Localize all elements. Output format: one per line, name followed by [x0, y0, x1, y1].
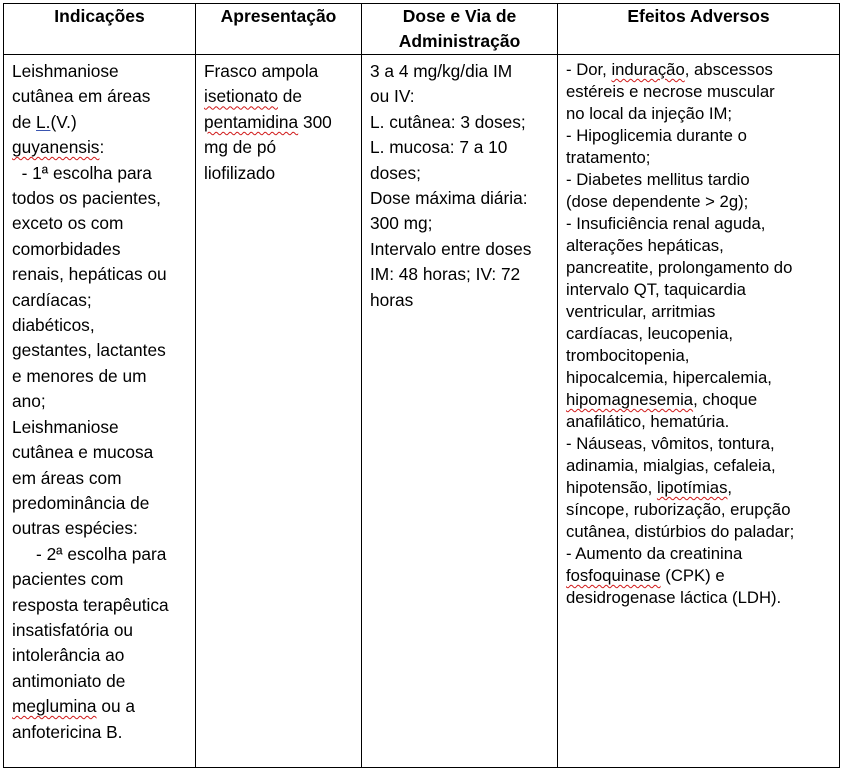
header-dose-line-1: Dose e Via de [402, 6, 517, 26]
adv-line [566, 389, 839, 411]
ind-line: pacientes com [12, 569, 124, 590]
ind-line: comorbidades [12, 238, 121, 259]
adv-line: - Diabetes mellitus tardio [566, 170, 750, 189]
adv-text-flagged: hipomagnesemia [566, 390, 694, 409]
presentation-cell [196, 55, 362, 768]
ind-text-flagged: meglumina [12, 696, 97, 717]
adv-line: desidrogenase láctica (LDH). [566, 588, 782, 607]
adv-line: - Hipoglicemia durante o [566, 126, 747, 145]
ind-text-link: L. [36, 111, 51, 132]
ind-line: renais, hepáticas ou [12, 264, 167, 285]
adv-text: , choque [693, 390, 758, 409]
header-dose [362, 4, 558, 55]
header-presentation-text: Apresentação [220, 6, 337, 26]
adv-line: pancreatite, prolongamento do [566, 258, 793, 277]
ind-line: - 1ª escolha para [12, 162, 152, 183]
dose-line: ou IV: [370, 86, 415, 107]
adv-line: intervalo QT, taquicardia [566, 280, 746, 299]
adv-text: hipotensão, [566, 478, 657, 497]
pres-line: Frasco ampola [204, 61, 319, 81]
ind-line: anfotericina B. [12, 721, 123, 742]
header-adverse-text: Efeitos Adversos [627, 6, 770, 26]
ind-line: cardíacas; [12, 289, 92, 310]
ind-line: outras espécies: [12, 518, 138, 539]
dose-line: L. cutânea: 3 doses; [370, 111, 526, 132]
dose-line: 300 mg; [370, 213, 433, 234]
ind-line: intolerância ao [12, 645, 125, 666]
dose-line: doses; [370, 162, 421, 183]
ind-line: resposta terapêutica [12, 594, 169, 615]
pres-text: 300 [298, 111, 332, 132]
adv-line: hipocalcemia, hipercalemia, [566, 368, 772, 387]
dose-line: Intervalo entre doses [370, 238, 532, 259]
pres-text: de [277, 86, 303, 107]
adv-line: alterações hepáticas, [566, 236, 724, 255]
pres-line [204, 110, 361, 135]
pres-line: mg de pó [204, 137, 277, 158]
adv-line: anafilático, hematúria. [566, 412, 730, 431]
dose-line: L. mucosa: 7 a 10 [370, 137, 508, 158]
pres-text-flagged: pentamidina [204, 111, 299, 132]
adv-line: cutânea, distúrbios do paladar; [566, 522, 795, 541]
pres-line: liofilizado [204, 162, 276, 183]
adv-line: cardíacas, leucopenia, [566, 324, 733, 343]
pres-line [204, 84, 361, 109]
adv-line [566, 59, 839, 81]
ind-text: (V.) [50, 111, 77, 132]
adv-text: - Dor, [566, 60, 612, 79]
ind-text: ou a [96, 696, 135, 717]
ind-line: cutânea e mucosa [12, 442, 154, 463]
ind-line: Leishmaniose [12, 416, 119, 437]
ind-line: e menores de um [12, 365, 147, 386]
ind-text-flagged: guyanensis [12, 137, 100, 158]
adv-line: tratamento; [566, 148, 651, 167]
ind-line [12, 135, 195, 160]
ind-line: exceto os com [12, 213, 124, 234]
ind-line [12, 694, 195, 719]
adv-line: - Náuseas, vômitos, tontura, [566, 434, 775, 453]
ind-line: predominância de [12, 492, 150, 513]
ind-line: Leishmaniose [12, 61, 119, 81]
adv-text-flagged: fosfoquinase [566, 566, 661, 585]
ind-line: cutânea em áreas [12, 86, 151, 107]
header-dose-line-2: Administração [398, 31, 521, 51]
adv-line: estéreis e necrose muscular [566, 82, 775, 101]
header-indications [4, 4, 196, 55]
adv-line: - Aumento da creatinina [566, 544, 743, 563]
adv-line: trombocitopenia, [566, 346, 690, 365]
adv-line: adinamia, mialgias, cefaleia, [566, 456, 776, 475]
adv-line: no local da injeção IM; [566, 104, 733, 123]
dose-line: 3 a 4 mg/kg/dia IM [370, 61, 513, 81]
dose-line: horas [370, 289, 414, 310]
ind-line: diabéticos, [12, 315, 95, 336]
adv-text: , abscessos [684, 60, 773, 79]
header-presentation [196, 4, 362, 55]
header-row [4, 4, 840, 55]
adverse-cell [558, 55, 840, 768]
ind-line: ano; [12, 391, 46, 412]
ind-line: todos os pacientes, [12, 188, 161, 209]
dose-line: IM: 48 horas; IV: 72 [370, 264, 521, 285]
header-indications-text: Indicações [54, 6, 145, 26]
adv-line: síncope, ruborização, erupção [566, 500, 791, 519]
adv-text-flagged: induração [611, 60, 685, 79]
adv-text: , [727, 478, 733, 497]
ind-text: : [99, 137, 105, 158]
indications-cell [4, 55, 196, 768]
ind-line: em áreas com [12, 467, 122, 488]
adv-text-flagged: lipotímias [656, 478, 728, 497]
adv-line [566, 565, 839, 587]
ind-line [12, 110, 195, 135]
adv-line: (dose dependente > 2g); [566, 192, 749, 211]
ind-line: - 2ª escolha para [12, 543, 167, 564]
ind-line: antimoniato de [12, 670, 126, 691]
ind-line: insatisfatória ou [12, 619, 134, 640]
dose-cell [362, 55, 558, 768]
adv-line: - Insuficiência renal aguda, [566, 214, 766, 233]
adv-text: (CPK) e [660, 566, 725, 585]
dose-line: Dose máxima diária: [370, 188, 528, 209]
header-adverse [558, 4, 840, 55]
adv-line: ventricular, arritmias [566, 302, 716, 321]
pres-text-flagged: isetionato [204, 86, 278, 107]
ind-text: de [12, 111, 37, 132]
adv-line [566, 477, 839, 499]
drug-info-table [3, 3, 840, 768]
content-row [4, 55, 840, 768]
ind-line: gestantes, lactantes [12, 340, 166, 361]
